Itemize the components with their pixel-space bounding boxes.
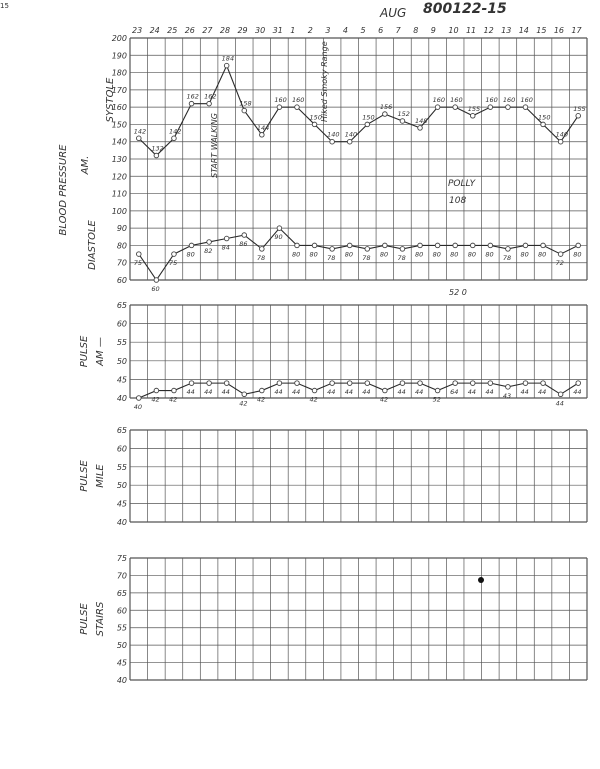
data-label: 142 bbox=[168, 127, 182, 136]
data-point bbox=[154, 278, 159, 283]
data-point bbox=[541, 243, 546, 248]
side-label: MILE bbox=[95, 464, 106, 488]
data-label: 78 bbox=[256, 253, 266, 262]
data-point bbox=[136, 396, 141, 401]
data-point bbox=[365, 122, 370, 127]
y-tick-label: 75 bbox=[116, 554, 127, 563]
y-tick-label: 45 bbox=[116, 658, 127, 668]
data-label: 78 bbox=[502, 253, 512, 262]
date-tick-label: 25 bbox=[167, 26, 178, 35]
data-label: 160 bbox=[450, 96, 463, 105]
data-label: 64 bbox=[450, 388, 459, 397]
y-tick-label: 90 bbox=[116, 224, 127, 234]
y-tick-label: 180 bbox=[111, 68, 127, 78]
y-tick-label: 120 bbox=[111, 172, 127, 182]
data-label: 80 bbox=[467, 250, 477, 259]
y-tick-label: 65 bbox=[116, 301, 127, 310]
y-tick-label: 40 bbox=[116, 518, 127, 527]
data-point bbox=[330, 381, 335, 386]
data-label: 44 bbox=[221, 388, 230, 397]
data-point bbox=[506, 105, 511, 110]
data-point bbox=[224, 63, 229, 68]
side-label: AM. bbox=[80, 155, 91, 175]
data-point bbox=[418, 243, 423, 248]
y-tick-label: 50 bbox=[116, 641, 127, 651]
data-point bbox=[488, 381, 493, 386]
data-point bbox=[312, 243, 317, 248]
data-point bbox=[260, 133, 265, 138]
data-label: 44 bbox=[186, 388, 195, 397]
date-tick-label: 9 bbox=[430, 26, 436, 35]
data-label: 42 bbox=[168, 395, 178, 404]
data-point bbox=[295, 381, 300, 386]
data-label: 52 bbox=[432, 395, 441, 404]
data-point bbox=[330, 247, 335, 252]
y-tick-label: 60 bbox=[116, 319, 127, 329]
data-label: 42 bbox=[256, 395, 266, 404]
date-tick-label: 1 bbox=[290, 26, 296, 35]
data-label: 44 bbox=[555, 399, 564, 408]
document-id: 800122-15 bbox=[423, 1, 507, 17]
y-tick-label: 110 bbox=[111, 189, 127, 199]
data-label: 42 bbox=[379, 395, 389, 404]
data-label: 162 bbox=[204, 92, 217, 101]
side-label: PULSE bbox=[79, 335, 90, 368]
y-tick-label: 45 bbox=[116, 499, 127, 509]
data-point bbox=[172, 136, 177, 141]
data-point bbox=[541, 381, 546, 386]
data-label: 160 bbox=[274, 96, 287, 105]
side-label: BLOOD PRESSURE bbox=[58, 144, 69, 236]
y-tick-label: 150 bbox=[111, 120, 127, 130]
data-label: 44 bbox=[362, 388, 371, 397]
y-tick-label: 65 bbox=[116, 426, 127, 435]
data-label: 80 bbox=[344, 250, 353, 259]
y-tick-label: 130 bbox=[111, 155, 127, 164]
data-label: 160 bbox=[291, 96, 305, 105]
data-point bbox=[154, 388, 159, 393]
data-point bbox=[207, 381, 212, 386]
data-point bbox=[172, 252, 177, 257]
y-tick-label: 60 bbox=[116, 276, 127, 285]
data-point bbox=[435, 105, 440, 110]
date-tick-label: 6 bbox=[378, 26, 384, 35]
data-label: 144 bbox=[256, 123, 270, 132]
data-label: 44 bbox=[291, 388, 301, 397]
date-tick-label: 14 bbox=[518, 26, 529, 35]
data-point bbox=[418, 126, 423, 131]
data-point bbox=[365, 381, 370, 386]
date-tick-label: 12 bbox=[483, 26, 494, 35]
date-tick-label: 30 bbox=[255, 26, 266, 35]
data-label: 156 bbox=[379, 103, 393, 112]
data-label: 42 bbox=[151, 395, 160, 404]
data-label: 75 bbox=[133, 259, 143, 268]
data-label: 80 bbox=[538, 250, 547, 259]
y-tick-label: 45 bbox=[116, 375, 127, 385]
y-tick-label: 190 bbox=[111, 51, 127, 61]
y-tick-label: 100 bbox=[111, 206, 127, 216]
data-point bbox=[470, 381, 475, 386]
data-point bbox=[558, 252, 563, 257]
data-label: 44 bbox=[538, 388, 547, 397]
chart-series bbox=[134, 55, 586, 411]
data-point bbox=[242, 233, 247, 238]
data-label: 162 bbox=[186, 92, 199, 101]
data-label: 80 bbox=[379, 250, 389, 259]
chart-panel-4 bbox=[79, 554, 587, 685]
date-tick-label: 23 bbox=[132, 26, 143, 35]
data-label: 44 bbox=[327, 388, 336, 397]
data-point bbox=[506, 385, 511, 390]
data-point bbox=[506, 247, 511, 252]
data-label: 150 bbox=[538, 113, 551, 122]
data-point bbox=[523, 243, 528, 248]
date-tick-label: 8 bbox=[413, 26, 419, 35]
data-point bbox=[383, 388, 388, 393]
data-point bbox=[523, 381, 528, 386]
y-tick-label: 40 bbox=[116, 676, 127, 685]
date-tick-label: 5 bbox=[360, 26, 366, 35]
y-tick-label: 70 bbox=[116, 571, 127, 581]
data-label: 84 bbox=[221, 243, 230, 252]
data-point bbox=[207, 101, 212, 106]
data-label: 80 bbox=[573, 250, 582, 259]
data-label: 72 bbox=[555, 259, 564, 268]
data-label: 90 bbox=[274, 233, 283, 242]
data-point bbox=[558, 139, 563, 144]
data-point bbox=[242, 108, 247, 113]
data-point bbox=[189, 381, 194, 386]
y-tick-label: 200 bbox=[111, 34, 127, 43]
date-tick-label: 7 bbox=[395, 26, 401, 35]
data-point bbox=[224, 381, 229, 386]
data-point bbox=[136, 136, 141, 141]
data-point bbox=[453, 105, 458, 110]
data-label: 140 bbox=[344, 130, 358, 139]
data-point bbox=[383, 243, 388, 248]
annotation-below-axis: 52 0 bbox=[449, 288, 467, 297]
date-tick-label: 17 bbox=[571, 26, 582, 35]
y-tick-label: 55 bbox=[116, 462, 127, 472]
date-tick-label: 11 bbox=[465, 26, 477, 35]
data-label: 80 bbox=[415, 250, 424, 259]
data-label: 140 bbox=[327, 130, 340, 139]
y-tick-label: 60 bbox=[116, 444, 127, 454]
data-point bbox=[277, 226, 282, 231]
y-tick-label: 50 bbox=[116, 481, 127, 491]
side-label: AM — bbox=[95, 337, 106, 366]
data-point bbox=[488, 105, 493, 110]
data-point bbox=[453, 243, 458, 248]
date-tick-label: 28 bbox=[219, 26, 231, 35]
side-label: DIASTOLE bbox=[87, 220, 98, 270]
y-tick-label: 70 bbox=[116, 258, 127, 268]
data-label: 44 bbox=[274, 388, 283, 397]
side-label: SYSTOLE bbox=[105, 77, 116, 123]
data-label: 78 bbox=[362, 253, 371, 262]
date-tick-label: 10 bbox=[448, 26, 459, 35]
data-point bbox=[435, 388, 440, 393]
data-point bbox=[136, 252, 141, 257]
data-label: 80 bbox=[520, 250, 529, 259]
data-point bbox=[207, 240, 212, 245]
y-tick-label: 170 bbox=[111, 85, 127, 95]
data-point bbox=[189, 243, 194, 248]
data-label: 42 bbox=[309, 395, 318, 404]
data-label: 80 bbox=[432, 250, 441, 259]
side-label: PULSE bbox=[79, 603, 90, 635]
month-label: AUG bbox=[380, 6, 407, 20]
data-point bbox=[523, 105, 528, 110]
data-label: 160 bbox=[502, 96, 516, 105]
data-label: 160 bbox=[432, 96, 446, 105]
data-point bbox=[576, 243, 581, 248]
data-point bbox=[347, 243, 352, 248]
data-label: 80 bbox=[485, 250, 494, 259]
data-point bbox=[470, 113, 475, 118]
data-point bbox=[260, 247, 265, 252]
data-point bbox=[347, 381, 352, 386]
data-label: 80 bbox=[186, 250, 195, 259]
chart-grids bbox=[58, 26, 587, 685]
data-label: 78 bbox=[397, 253, 406, 262]
date-tick-label: 31 bbox=[272, 26, 283, 35]
data-label: 80 bbox=[309, 250, 318, 259]
data-point bbox=[172, 388, 177, 393]
data-point bbox=[541, 122, 546, 127]
data-point bbox=[418, 381, 423, 386]
annotation-polly-value: 108 bbox=[449, 196, 467, 206]
data-label: 158 bbox=[239, 99, 252, 108]
annotation-start-walking: START WALKING bbox=[210, 113, 219, 178]
data-point bbox=[295, 243, 300, 248]
date-tick-label: 15 bbox=[536, 26, 547, 35]
y-tick-label: 55 bbox=[116, 338, 127, 348]
data-label: 60 bbox=[151, 285, 160, 293]
data-label: 44 bbox=[397, 388, 406, 397]
data-label: 44 bbox=[467, 388, 477, 397]
data-label: 75 bbox=[168, 259, 178, 268]
data-label: 44 bbox=[520, 388, 529, 397]
date-tick-label: 2 bbox=[307, 26, 313, 35]
data-label: 80 bbox=[291, 250, 301, 259]
data-label: 150 bbox=[362, 113, 375, 122]
data-label: 155 bbox=[467, 104, 481, 113]
y-tick-label: 40 bbox=[116, 394, 127, 403]
side-label: STAIRS bbox=[95, 601, 106, 637]
data-label: 148 bbox=[415, 116, 428, 125]
data-point bbox=[400, 247, 405, 252]
data-label: 42 bbox=[239, 399, 248, 408]
data-label: 82 bbox=[204, 246, 213, 255]
date-tick-label: 24 bbox=[149, 26, 160, 35]
annotation-polly: POLLY bbox=[448, 179, 476, 189]
date-tick-label: 29 bbox=[237, 26, 248, 35]
data-point bbox=[330, 139, 335, 144]
data-point bbox=[347, 139, 352, 144]
data-label: 132 bbox=[151, 144, 164, 153]
y-tick-label: 140 bbox=[111, 137, 127, 147]
data-point bbox=[576, 113, 581, 118]
data-label: 155 bbox=[573, 104, 586, 113]
data-point bbox=[277, 105, 282, 110]
data-point bbox=[488, 243, 493, 248]
side-label: PULSE bbox=[79, 460, 90, 492]
date-tick-label: 4 bbox=[342, 26, 349, 35]
data-point bbox=[312, 122, 317, 127]
y-tick-label: 65 bbox=[116, 588, 127, 598]
data-label: 44 bbox=[573, 388, 582, 397]
data-label: 160 bbox=[520, 96, 533, 105]
y-tick-label: 80 bbox=[116, 241, 127, 251]
data-label: 142 bbox=[133, 127, 147, 136]
data-label: 44 bbox=[204, 388, 213, 397]
data-point bbox=[295, 105, 300, 110]
y-tick-label: 50 bbox=[116, 356, 127, 366]
data-label: 40 bbox=[133, 403, 143, 411]
y-tick-label: 160 bbox=[111, 103, 127, 113]
data-label: 44 bbox=[415, 388, 424, 397]
data-point bbox=[453, 381, 458, 386]
data-point bbox=[435, 243, 440, 248]
data-label: 43 bbox=[502, 391, 512, 400]
date-tick-label: 27 bbox=[202, 26, 213, 35]
data-label: 140 bbox=[555, 130, 569, 139]
data-point bbox=[224, 236, 229, 241]
data-label: 80 bbox=[450, 250, 459, 259]
data-point bbox=[277, 381, 282, 386]
data-point bbox=[383, 112, 388, 117]
annotation-hiked: Hiked Smoky Range bbox=[320, 41, 329, 122]
corner-mark: 15 bbox=[0, 2, 9, 10]
data-label: 44 bbox=[344, 388, 353, 397]
data-label: 150 bbox=[309, 113, 322, 122]
data-label: 44 bbox=[485, 388, 494, 397]
data-label: 160 bbox=[485, 96, 498, 105]
data-point bbox=[260, 388, 265, 393]
chart-panel-3 bbox=[79, 426, 587, 527]
data-point bbox=[558, 392, 563, 397]
data-point bbox=[154, 153, 159, 158]
data-label: 86 bbox=[239, 240, 248, 249]
date-tick-label: 13 bbox=[501, 26, 512, 35]
date-tick-label: 3 bbox=[325, 26, 331, 35]
data-point bbox=[189, 101, 194, 106]
date-tick-label: 16 bbox=[553, 26, 565, 35]
data-label: 152 bbox=[397, 109, 410, 118]
y-tick-label: 60 bbox=[116, 606, 127, 616]
ink-dot-mark bbox=[478, 577, 484, 583]
data-point bbox=[470, 243, 475, 248]
y-tick-label: 55 bbox=[116, 623, 127, 633]
data-point bbox=[242, 392, 247, 397]
data-point bbox=[400, 381, 405, 386]
date-tick-label: 26 bbox=[184, 26, 195, 35]
data-point bbox=[365, 247, 370, 252]
data-label: 78 bbox=[327, 253, 336, 262]
data-point bbox=[312, 388, 317, 393]
data-point bbox=[576, 381, 581, 386]
data-label: 184 bbox=[221, 54, 235, 63]
data-point bbox=[400, 119, 405, 124]
